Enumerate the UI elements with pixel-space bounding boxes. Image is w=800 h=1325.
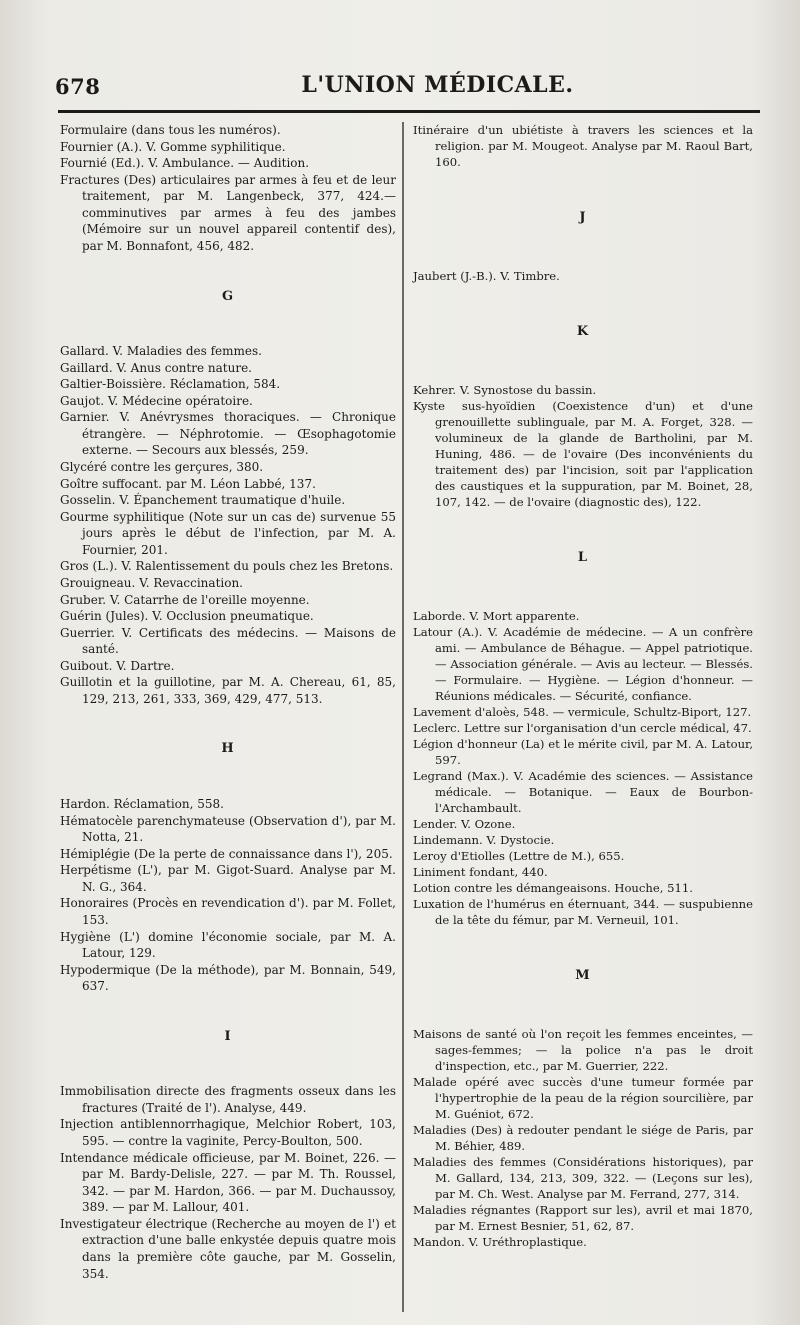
index-entry: Formulaire (dans tous les numéros).: [60, 123, 281, 137]
index-entry: Intendance médicale officieuse, par M. Boinet, 226. — par M. Bardy-Delisle, 227. — par M. Th. Roussel, 342. — par M. Hardon, 366. — par M. Duchaussoy, 389. — par M. Lallour, 401.: [60, 1150, 396, 1215]
index-entry: Hardon. Réclamation, 558.: [60, 797, 224, 811]
section-letter: J: [579, 210, 587, 225]
column-divider: [402, 122, 404, 1312]
index-entry: Lindemann. V. Dystocie.: [413, 833, 555, 847]
index-entry: Maladies régnantes (Rapport sur les), avril et mai 1870, par M. Ernest Besnier, 51, 62, 87.: [413, 1203, 753, 1233]
index-entry: Hémiplégie (De la perte de connaissance dans l'), 205.: [60, 846, 393, 861]
index-entry: Maladies (Des) à redouter pendant le siége de Paris, par M. Béhier, 489.: [413, 1123, 753, 1153]
index-entry: Goître suffocant. par M. Léon Labbé, 137.: [60, 476, 316, 491]
header-rule: [58, 110, 760, 113]
index-entry: Gourme syphilitique (Note sur un cas de) survenue 55 jours après le début de l'infection, par M. A. Fournier, 201.: [60, 509, 396, 557]
index-entry: Lavement d'aloès, 548. — vermicule, Schultz-Biport, 127.: [413, 705, 752, 719]
index-entry: Liniment fondant, 440.: [413, 865, 548, 879]
index-entry: Malade opéré avec succès d'une tumeur formée par l'hypertrophie de la peau de la région sourcilière, par M. Guéniot, 672.: [413, 1075, 753, 1121]
index-entry: Latour (A.). V. Académie de médecine. — A un confrère ami. — Ambulance de Béhague. — Appel patriotique. — Association générale. — Avis au lecteur. — Blessés. — Formulaire. — Hygiène. — Légion d'honneur. — Réunions médicales. — Sécurité, confiance.: [413, 625, 753, 703]
index-entry: Injection antiblennorrhagique, Melchior Robert, 103, 595. — contre la vaginite, Percy-Boulton, 500.: [60, 1117, 396, 1148]
section-letter: K: [576, 324, 590, 339]
left-column: [60, 122, 396, 1282]
index-entry: Kyste sus-hyoïdien (Coexistence d'un) et d'une grenouillette sublinguale, par M. A. Forget, 328. — volumineux de la glande de Bartholini, par M. Huning, 486. — de l'ovaire (Des inconvénients du traitement des) par l'incision, soit par l'application des caustiques et la suppuration, par M. Boinet, 28, 107, 142. — de l'ovaire (diagnostic des), 122.: [413, 399, 753, 509]
index-entry: Leroy d'Etiolles (Lettre de M.), 655.: [413, 849, 625, 863]
index-entry: Mandon. V. Uréthroplastique.: [413, 1235, 587, 1249]
index-entry: Maladies des femmes (Considérations historiques), par M. Gallard, 134, 213, 309, 322. — (Leçons sur les), par M. Ch. West. Analyse par M. Ferrand, 277, 314.: [413, 1155, 753, 1201]
index-entry: Investigateur électrique (Recherche au moyen de l') et extraction d'une balle enkystée depuis quatre mois dans la première côte gauche, par M. Gosselin, 354.: [60, 1216, 396, 1281]
index-entry: Guibout. V. Dartre.: [60, 658, 175, 673]
index-entry: Herpétisme (L'), par M. Gigot-Suard. Analyse par M. N. G., 364.: [60, 863, 396, 894]
index-entry: Gaillard. V. Anus contre nature.: [60, 360, 252, 375]
index-entry: Gros (L.). V. Ralentissement du pouls chez les Bretons.: [60, 559, 394, 574]
index-entry: Guérin (Jules). V. Occlusion pneumatique.: [60, 609, 314, 624]
right-column: [413, 122, 753, 1250]
section-letter: G: [221, 288, 235, 304]
index-entry: Galtier-Boissière. Réclamation, 584.: [60, 377, 281, 392]
index-entry: Légion d'honneur (La) et le mérite civil, par M. A. Latour, 597.: [413, 737, 753, 767]
index-entry: Lender. V. Ozone.: [413, 817, 516, 831]
index-entry: Gruber. V. Catarrhe de l'oreille moyenne.: [60, 592, 310, 607]
index-entry: Fournié (Ed.). V. Ambulance. — Audition.: [60, 156, 310, 171]
index-entry: Garnier. V. Anévrysmes thoraciques. — Chronique étrangère. — Néphrotomie. — Œsophagotomie externe. — Secours aux blessés, 259.: [60, 410, 396, 458]
page-header: [55, 68, 760, 108]
index-entry: Lotion contre les démangeaisons. Houche, 511.: [413, 881, 693, 895]
index-entry: Immobilisation directe des fragments osseux dans les fractures (Traité de l'). Analyse, 449.: [60, 1084, 396, 1115]
section-letter: H: [221, 741, 235, 757]
section-letter: I: [224, 1028, 232, 1044]
index-entry: Jaubert (J.-B.). V. Timbre.: [413, 269, 560, 283]
index-entry: Guerrier. V. Certificats des médecins. — Maisons de santé.: [60, 625, 396, 657]
index-entry: Laborde. V. Mort apparente.: [413, 609, 580, 623]
index-entry: Gallard. V. Maladies des femmes.: [60, 344, 262, 359]
index-entry: Fournier (A.). V. Gomme syphilitique.: [60, 139, 286, 154]
index-entry: Legrand (Max.). V. Académie des sciences. — Assistance médicale. — Botanique. — Eaux de Bourbon-l'Archambault.: [413, 769, 753, 815]
index-entry: Maisons de santé où l'on reçoit les femmes enceintes, — sages-femmes; — la police n'a pas le droit d'inspection, etc., par M. Guerrier, 222.: [413, 1027, 753, 1073]
index-entry: Grouigneau. V. Revaccination.: [60, 575, 243, 590]
index-entry: Glycéré contre les gerçures, 380.: [60, 460, 264, 474]
index-entry: Hypodermique (De la méthode), par M. Bonnain, 549, 637.: [60, 962, 396, 994]
index-entry: Honoraires (Procès en revendication d'). par M. Follet, 153.: [60, 896, 396, 927]
index-entry: Leclerc. Lettre sur l'organisation d'un cercle médical, 47.: [413, 721, 752, 735]
index-entry: Gosselin. V. Épanchement traumatique d'huile.: [60, 493, 346, 508]
index-entry: Hygiène (L') domine l'économie sociale, par M. A. Latour, 129.: [60, 929, 396, 961]
section-letter: M: [575, 968, 591, 983]
index-entry: Kehrer. V. Synostose du bassin.: [413, 383, 597, 397]
index-entry: Hématocèle parenchymateuse (Observation d'), par M. Notta, 21.: [60, 813, 396, 845]
index-entry: Itinéraire d'un ubiétiste à travers les sciences et la religion. par M. Mougeot. Analyse par M. Raoul Bart, 160.: [413, 123, 753, 169]
page-number: 678: [55, 74, 101, 99]
index-entry: Guillotin et la guillotine, par M. A. Chereau, 61, 85, 129, 213, 261, 333, 369, 429, 477, 513.: [60, 675, 396, 706]
section-letter: L: [577, 550, 589, 565]
index-entry: Luxation de l'humérus en éternuant, 344. — suspubienne de la tête du fémur, par M. Verneuil, 101.: [413, 897, 753, 927]
index-entry: Gaujot. V. Médecine opératoire.: [60, 393, 253, 408]
running-title: L'UNION MÉDICALE.: [301, 72, 574, 98]
index-entry: Fractures (Des) articulaires par armes à feu et de leur traitement, par M. Langenbeck, 377, 424.— comminutives par armes à feu des jambes (Mémoire sur un nouvel appareil contentif des), par M. Bonnafont, 456, 482.: [60, 172, 396, 253]
